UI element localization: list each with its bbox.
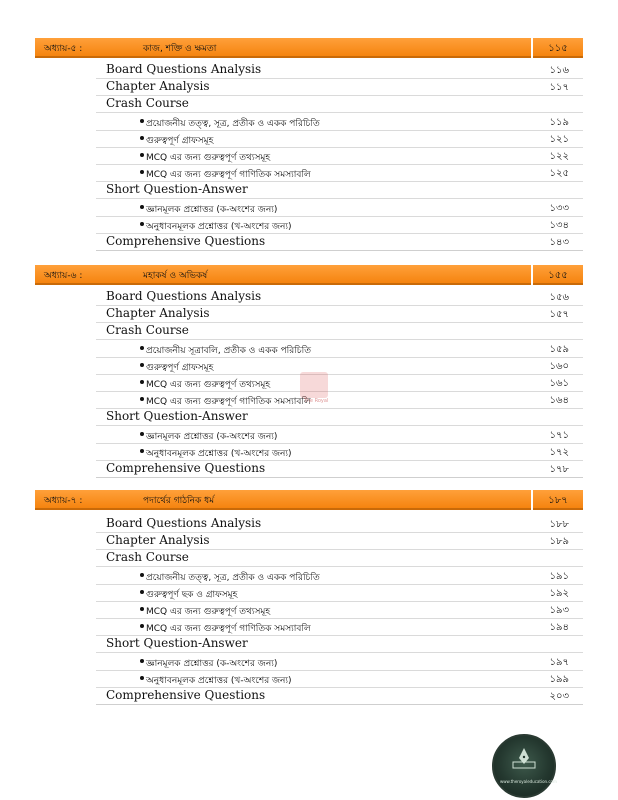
- entry-text: MCQ এর জন্য গুরুত্বপূর্ণ গাণিতিক সমস্যাবলি: [146, 170, 311, 181]
- toc-subentry: [96, 147, 583, 165]
- toc-entry: [96, 515, 583, 533]
- toc-entry: [96, 233, 583, 251]
- chapter-page-number: ১১৫: [548, 43, 568, 54]
- entry-page-number: ১৭১: [549, 429, 569, 441]
- entry-page-number: ১৯৭: [549, 656, 569, 668]
- entry-page-number: ১৫৯: [549, 343, 569, 355]
- entry-text: Short Question-Answer: [106, 182, 248, 197]
- chapter-header-bar: [35, 38, 583, 58]
- entry-page-number: ১৯৪: [549, 622, 569, 634]
- toc-subentry: [96, 340, 583, 358]
- bullet-icon: [140, 119, 144, 123]
- entry-text: Comprehensive Questions: [106, 461, 266, 475]
- entry-text: Chapter Analysis: [106, 306, 210, 321]
- entry-page-number: ১১৬: [549, 65, 569, 76]
- entry-text: প্রয়োজনীয় তত্ত্ব, সূত্র, প্রতীক ও একক পরিচিতি: [146, 118, 320, 129]
- toc-entry: [96, 460, 583, 478]
- chapter-header-bar: [35, 265, 583, 285]
- chapter-header: [35, 490, 583, 510]
- toc-subentry: [96, 113, 583, 131]
- entry-text: Chapter Analysis: [106, 533, 210, 548]
- entry-text: Crash Course: [106, 96, 189, 111]
- entry-text: জ্ঞানমূলক প্রশ্নোত্তর (ক-অংশের জন্য): [146, 658, 278, 669]
- toc-entry: [96, 549, 583, 567]
- bullet-icon: [140, 380, 144, 384]
- bullet-icon: [140, 432, 144, 436]
- chapter-page-number: ১৫৫: [548, 270, 568, 281]
- toc-subentry: [96, 374, 583, 392]
- logo-text: www.theroyaleducation.com: [500, 779, 557, 784]
- bullet-icon: [140, 363, 144, 367]
- toc-entry: [96, 322, 583, 340]
- entry-page-number: ১৫৭: [549, 309, 569, 321]
- toc-entry: [96, 635, 583, 653]
- chapter-title: কাজ, শক্তি ও ক্ষমতা: [143, 44, 217, 54]
- entry-text: Board Questions Analysis: [106, 62, 262, 76]
- entry-text: জ্ঞানমূলক প্রশ্নোত্তর (ক-অংশের জন্য): [146, 431, 278, 442]
- bullet-icon: [140, 346, 144, 350]
- entry-text: Crash Course: [106, 550, 189, 565]
- entry-page-number: ১৩৪: [549, 219, 569, 231]
- toc-entry: [96, 78, 583, 96]
- bullet-icon: [140, 573, 144, 577]
- bullet-icon: [140, 659, 144, 663]
- toc-entry: [96, 61, 583, 79]
- toc-subentry: [96, 618, 583, 636]
- toc-subentry: [96, 199, 583, 217]
- toc-entry: [96, 305, 583, 323]
- toc-subentry: [96, 567, 583, 585]
- entry-page-number: ১৭২: [549, 446, 569, 458]
- bullet-icon: [140, 590, 144, 594]
- entry-text: Comprehensive Questions: [106, 234, 266, 248]
- entry-text: গুরুত্বপূর্ণ গ্রাফসমূহ: [146, 135, 214, 146]
- entry-text: Board Questions Analysis: [106, 289, 262, 303]
- bullet-icon: [140, 676, 144, 680]
- entry-page-number: ১৯১: [549, 570, 569, 582]
- publisher-logo: [492, 734, 556, 798]
- toc-subentry: [96, 426, 583, 444]
- entry-text: Short Question-Answer: [106, 409, 248, 424]
- entry-page-number: ১২৫: [549, 168, 569, 180]
- toc-subentry: [96, 216, 583, 234]
- toc-subentry: [96, 357, 583, 375]
- toc-subentry: [96, 601, 583, 619]
- entry-page-number: ১৯৩: [549, 605, 569, 616]
- watermark-icon: [300, 372, 328, 398]
- bullet-icon: [140, 136, 144, 140]
- bullet-icon: [140, 397, 144, 401]
- entry-text: MCQ এর জন্য গুরুত্বপূর্ণ তথ্যসমূহ: [146, 380, 271, 390]
- bullet-icon: [140, 222, 144, 226]
- bullet-icon: [140, 624, 144, 628]
- entry-text: Short Question-Answer: [106, 636, 248, 651]
- entry-text: MCQ এর জন্য গুরুত্বপূর্ণ তথ্যসমূহ: [146, 153, 271, 163]
- toc-subentry: [96, 670, 583, 688]
- entry-page-number: ১২১: [549, 133, 569, 145]
- entry-text: Chapter Analysis: [106, 79, 210, 94]
- entry-page-number: ২০৩: [549, 691, 569, 702]
- entry-text: MCQ এর জন্য গুরুত্বপূর্ণ গাণিতিক সমস্যাবলি: [146, 624, 311, 635]
- toc-subentry: [96, 584, 583, 602]
- entry-text: Board Questions Analysis: [106, 516, 262, 530]
- chapter-title: পদার্থের গাঠনিক ধর্ম: [143, 496, 215, 506]
- toc-subentry: [96, 130, 583, 148]
- fountain-pen-icon: [510, 746, 538, 772]
- entry-text: প্রয়োজনীয় সূত্রাবলি, প্রতীক ও একক পরিচিতি: [146, 345, 311, 356]
- chapter-header-bar: [35, 490, 583, 510]
- entry-text: Comprehensive Questions: [106, 688, 266, 702]
- entry-text: জ্ঞানমূলক প্রশ্নোত্তর (ক-অংশের জন্য): [146, 204, 278, 215]
- bullet-icon: [140, 449, 144, 453]
- entry-text: Crash Course: [106, 323, 189, 338]
- entry-page-number: ১৪৩: [549, 237, 569, 248]
- bullet-icon: [140, 153, 144, 157]
- toc-entry: [96, 95, 583, 113]
- entry-text: MCQ এর জন্য গুরুত্বপূর্ণ গাণিতিক সমস্যাবলি: [146, 397, 311, 408]
- entry-page-number: ১৭৮: [549, 464, 569, 475]
- chapter-header: [35, 38, 583, 58]
- toc-subentry: [96, 443, 583, 461]
- chapter-label: অধ্যায়-৫ :: [44, 44, 83, 54]
- entry-page-number: ১২২: [549, 151, 569, 162]
- chapter-page-number: ১৮৭: [548, 495, 568, 506]
- chapter-label: অধ্যায়-৭ :: [44, 496, 83, 506]
- entry-text: অনুধাবনমূলক প্রশ্নোত্তর (খ-অংশের জন্য): [146, 675, 292, 686]
- toc-subentry: [96, 653, 583, 671]
- entry-page-number: ১৬১: [549, 378, 569, 389]
- entry-text: MCQ এর জন্য গুরুত্বপূর্ণ তথ্যসমূহ: [146, 607, 271, 617]
- entry-page-number: ১৮৯: [549, 536, 569, 548]
- entry-page-number: ১৫৬: [549, 292, 569, 303]
- entry-page-number: ১৮৮: [549, 519, 569, 530]
- toc-entry: [96, 288, 583, 306]
- toc-entry: [96, 687, 583, 705]
- entry-page-number: ১১৭: [549, 82, 569, 94]
- toc-entry: [96, 408, 583, 426]
- bullet-icon: [140, 170, 144, 174]
- entry-text: গুরুত্বপূর্ণ গ্রাফসমূহ: [146, 362, 214, 373]
- entry-page-number: ১৯২: [549, 587, 569, 599]
- watermark-text: The Royal: [303, 398, 329, 404]
- entry-page-number: ১১৯: [549, 116, 569, 128]
- toc-subentry: [96, 391, 583, 409]
- bullet-icon: [140, 607, 144, 611]
- toc-entry: [96, 532, 583, 550]
- entry-text: অনুধাবনমূলক প্রশ্নোত্তর (খ-অংশের জন্য): [146, 221, 292, 232]
- entry-page-number: ১৩৩: [549, 202, 569, 214]
- entry-page-number: ১৯৯: [549, 673, 569, 685]
- entry-page-number: ১৬৪: [549, 395, 569, 407]
- entry-text: প্রয়োজনীয় তত্ত্ব, সূত্র, প্রতীক ও একক পরিচিতি: [146, 572, 320, 583]
- entry-text: গুরুত্বপূর্ণ ছক ও গ্রাফসমূহ: [146, 589, 238, 600]
- toc-subentry: [96, 164, 583, 182]
- bullet-icon: [140, 205, 144, 209]
- chapter-label: অধ্যায়-৬ :: [44, 271, 83, 281]
- chapter-title: মহাকর্ষ ও অভিকর্ষ: [143, 271, 208, 281]
- toc-entry: [96, 181, 583, 199]
- chapter-header: [35, 265, 583, 285]
- entry-page-number: ১৬০: [549, 360, 569, 372]
- entry-text: অনুধাবনমূলক প্রশ্নোত্তর (খ-অংশের জন্য): [146, 448, 292, 459]
